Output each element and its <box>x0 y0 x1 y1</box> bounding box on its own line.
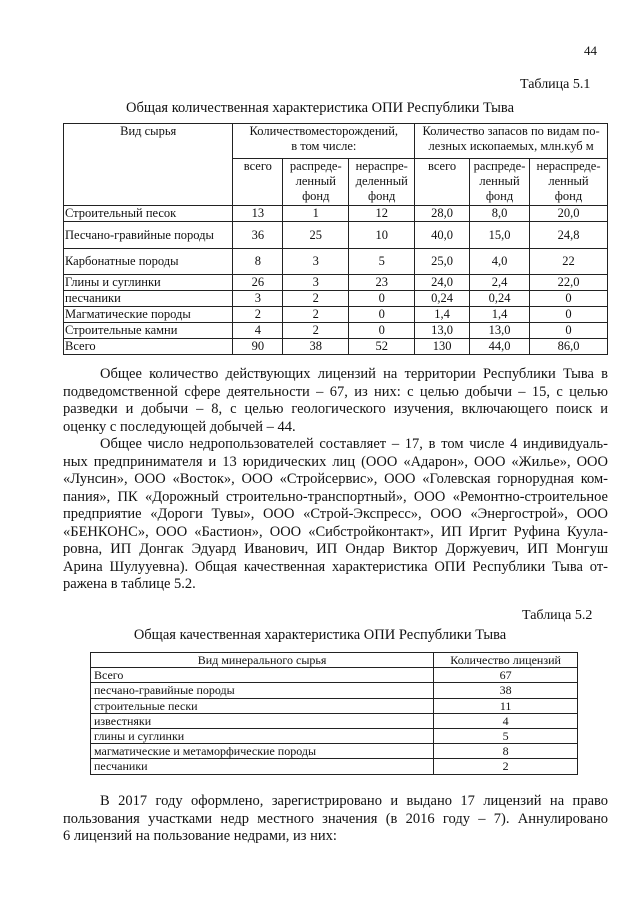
table-cell: 0,24 <box>415 291 470 307</box>
table2-title: Общая качественная характеристика ОПИ Республики Тыва <box>133 627 507 643</box>
table-cell: 25,0 <box>415 249 470 275</box>
table-cell: 12 <box>349 206 415 222</box>
table-cell: 5 <box>349 249 415 275</box>
table-cell: 44,0 <box>470 339 530 355</box>
table-row <box>91 668 578 683</box>
text-line: Арина Шулууевна). Общая качественная характеристика ОПИ Республики Тыва от- <box>63 558 608 575</box>
page-number: 44 <box>584 43 597 58</box>
table-cell: 22 <box>530 249 608 275</box>
table-cell: 13,0 <box>415 323 470 339</box>
table-cell: Песчано-гравийные породы <box>64 222 233 249</box>
table-cell: 0 <box>530 307 608 323</box>
table-cell: 86,0 <box>530 339 608 355</box>
text-line: ражена в таблице 5.2. <box>63 576 196 592</box>
table-cell: 1,4 <box>415 307 470 323</box>
table-cell: 0 <box>349 291 415 307</box>
text-line: В 2017 году оформлено, зарегистрировано и выдано 17 лицензий на право <box>100 793 608 809</box>
table-cell: 4 <box>434 713 578 728</box>
table-cell: 0 <box>530 291 608 307</box>
table-cell: 0 <box>349 307 415 323</box>
table-cell: 24,8 <box>530 222 608 249</box>
table-cell: 28,0 <box>415 206 470 222</box>
table-cell: 1 <box>283 206 349 222</box>
text-line: ровна, ИП Донгак Эдуард Иванович, ИП Ондар Виктор Доржуевич, ИП Монгуш <box>63 541 608 557</box>
table-cell: 5 <box>434 729 578 744</box>
table-cell: 36 <box>233 222 283 249</box>
text-line: оценку с последующей добычей – 44. <box>63 418 296 435</box>
table-cell: 8 <box>434 744 578 759</box>
table-cell: 22,0 <box>530 275 608 291</box>
table-cell: 8,0 <box>470 206 530 222</box>
table-cell: 15,0 <box>470 222 530 249</box>
table1 <box>63 123 608 355</box>
table-cell: 40,0 <box>415 222 470 249</box>
table-cell: песчаники <box>64 291 233 307</box>
table2-label: Таблица 5.2 <box>522 608 593 623</box>
table-cell: 4,0 <box>470 249 530 275</box>
text-line: предприятие «Дороги Тувы», ООО «Строй-Экспресс», ООО «Энергострой», ООО <box>63 506 608 522</box>
table-row <box>64 222 608 249</box>
header-raw-material: Вид сырья <box>64 124 233 206</box>
table-cell: 10 <box>349 222 415 249</box>
table-cell: 2 <box>233 307 283 323</box>
table-cell: глины и суглинки <box>91 729 434 744</box>
text-line: «Лунсин», ООО «Восток», ООО «Стройсервис», ООО «Голевская горнорудная ком- <box>63 471 608 487</box>
header-license-count: Количество лицензий <box>434 653 578 668</box>
table-cell: Строительные камни <box>64 323 233 339</box>
table-cell: 0,24 <box>470 291 530 307</box>
table-row <box>64 275 608 291</box>
table-cell: 2 <box>434 759 578 774</box>
table-cell: 52 <box>349 339 415 355</box>
text-line: Общее количество действующих лицензий на территории Республики Тыва в <box>100 366 608 382</box>
table-row <box>91 683 578 698</box>
table-cell: известняки <box>91 713 434 728</box>
table-cell: Всего <box>91 668 434 683</box>
table-cell: 2,4 <box>470 275 530 291</box>
table-row <box>64 249 608 275</box>
table-cell: строительные пески <box>91 698 434 713</box>
text-line: 6 лицензий на пользование недрами, из них: <box>63 828 337 844</box>
header-total-deposits: всего <box>233 159 283 206</box>
table-row <box>64 206 608 222</box>
table1-label: Таблица 5.1 <box>520 77 591 92</box>
table-cell: 13,0 <box>470 323 530 339</box>
table-row <box>64 323 608 339</box>
table-cell: 3 <box>283 275 349 291</box>
text-line: пания», ПК «Дорожный строительно-транспортный», ООО «Ремонтно-строительное <box>63 488 608 505</box>
table-cell: 0 <box>530 323 608 339</box>
table-cell: 8 <box>233 249 283 275</box>
table-cell: 38 <box>434 683 578 698</box>
text-line: «БЕНКОНС», ООО «Бастион», ООО «Сибстройконтакт», ИП Иргит Руфина Куула- <box>63 523 608 540</box>
header-reserves: Количество запасов по видам по- лезных ископаемых, млн.куб м <box>415 124 608 159</box>
table-cell: 4 <box>233 323 283 339</box>
text-line: разведки и добычи – 8, с целью геологического изучения, включающего поиск и <box>63 401 608 417</box>
table-cell: 67 <box>434 668 578 683</box>
table2 <box>90 652 578 775</box>
table-cell: 0 <box>349 323 415 339</box>
table-cell: Всего <box>64 339 233 355</box>
table-cell: 90 <box>233 339 283 355</box>
table-row <box>91 729 578 744</box>
table-cell: песчано-гравийные породы <box>91 683 434 698</box>
table-cell: 11 <box>434 698 578 713</box>
table-cell: Строительный песок <box>64 206 233 222</box>
table-cell: 130 <box>415 339 470 355</box>
table-cell: 25 <box>283 222 349 249</box>
paragraph-subsoil-users <box>63 436 608 594</box>
table-cell: Карбонатные породы <box>64 249 233 275</box>
table-cell: 13 <box>233 206 283 222</box>
paragraph-licenses <box>63 366 608 436</box>
table-row <box>91 698 578 713</box>
table-cell: магматические и метаморфические породы <box>91 744 434 759</box>
table-cell: 3 <box>233 291 283 307</box>
header-undist-reserves: нераспреде- ленный фонд <box>530 159 608 206</box>
table-cell: 1,4 <box>470 307 530 323</box>
table-cell: Магматические породы <box>64 307 233 323</box>
header-mineral-type: Вид минерального сырья <box>91 653 434 668</box>
table-cell: 23 <box>349 275 415 291</box>
table-row <box>91 713 578 728</box>
table-row <box>64 339 608 355</box>
table-cell: 26 <box>233 275 283 291</box>
paragraph-2017-licenses <box>63 793 608 846</box>
table-cell: 2 <box>283 291 349 307</box>
table-row <box>91 759 578 774</box>
header-dist-deposits: распреде- ленный фонд <box>283 159 349 206</box>
table-cell: песчаники <box>91 759 434 774</box>
table-row <box>64 307 608 323</box>
table1-title: Общая количественная характеристика ОПИ Республики Тыва <box>125 100 515 116</box>
table-cell: 3 <box>283 249 349 275</box>
table-cell: 20,0 <box>530 206 608 222</box>
header-deposits: Количествоместорождений, в том числе: <box>233 124 415 159</box>
text-line: ных предпринимателя и 13 юридических лиц (ООО «Адарон», ООО «Жилье», ООО <box>63 453 608 470</box>
text-line: пользования участками недр местного значения (в 2016 году – 7). Аннулировано <box>63 810 608 827</box>
header-dist-reserves: распреде- ленный фонд <box>470 159 530 206</box>
table-cell: 24,0 <box>415 275 470 291</box>
text-line: подведомственной сфере деятельности – 67, из них: с целью добычи – 15, с целью <box>63 383 608 400</box>
text-line: Общее число недропользователей составляет – 17, в том числе 4 индивидуаль- <box>100 436 608 452</box>
table-cell: Глины и суглинки <box>64 275 233 291</box>
table-row <box>91 744 578 759</box>
table-cell: 38 <box>283 339 349 355</box>
header-total-reserves: всего <box>415 159 470 206</box>
header-undist-deposits: нераспре- деленный фонд <box>349 159 415 206</box>
table-row <box>64 291 608 307</box>
table-cell: 2 <box>283 307 349 323</box>
table-cell: 2 <box>283 323 349 339</box>
